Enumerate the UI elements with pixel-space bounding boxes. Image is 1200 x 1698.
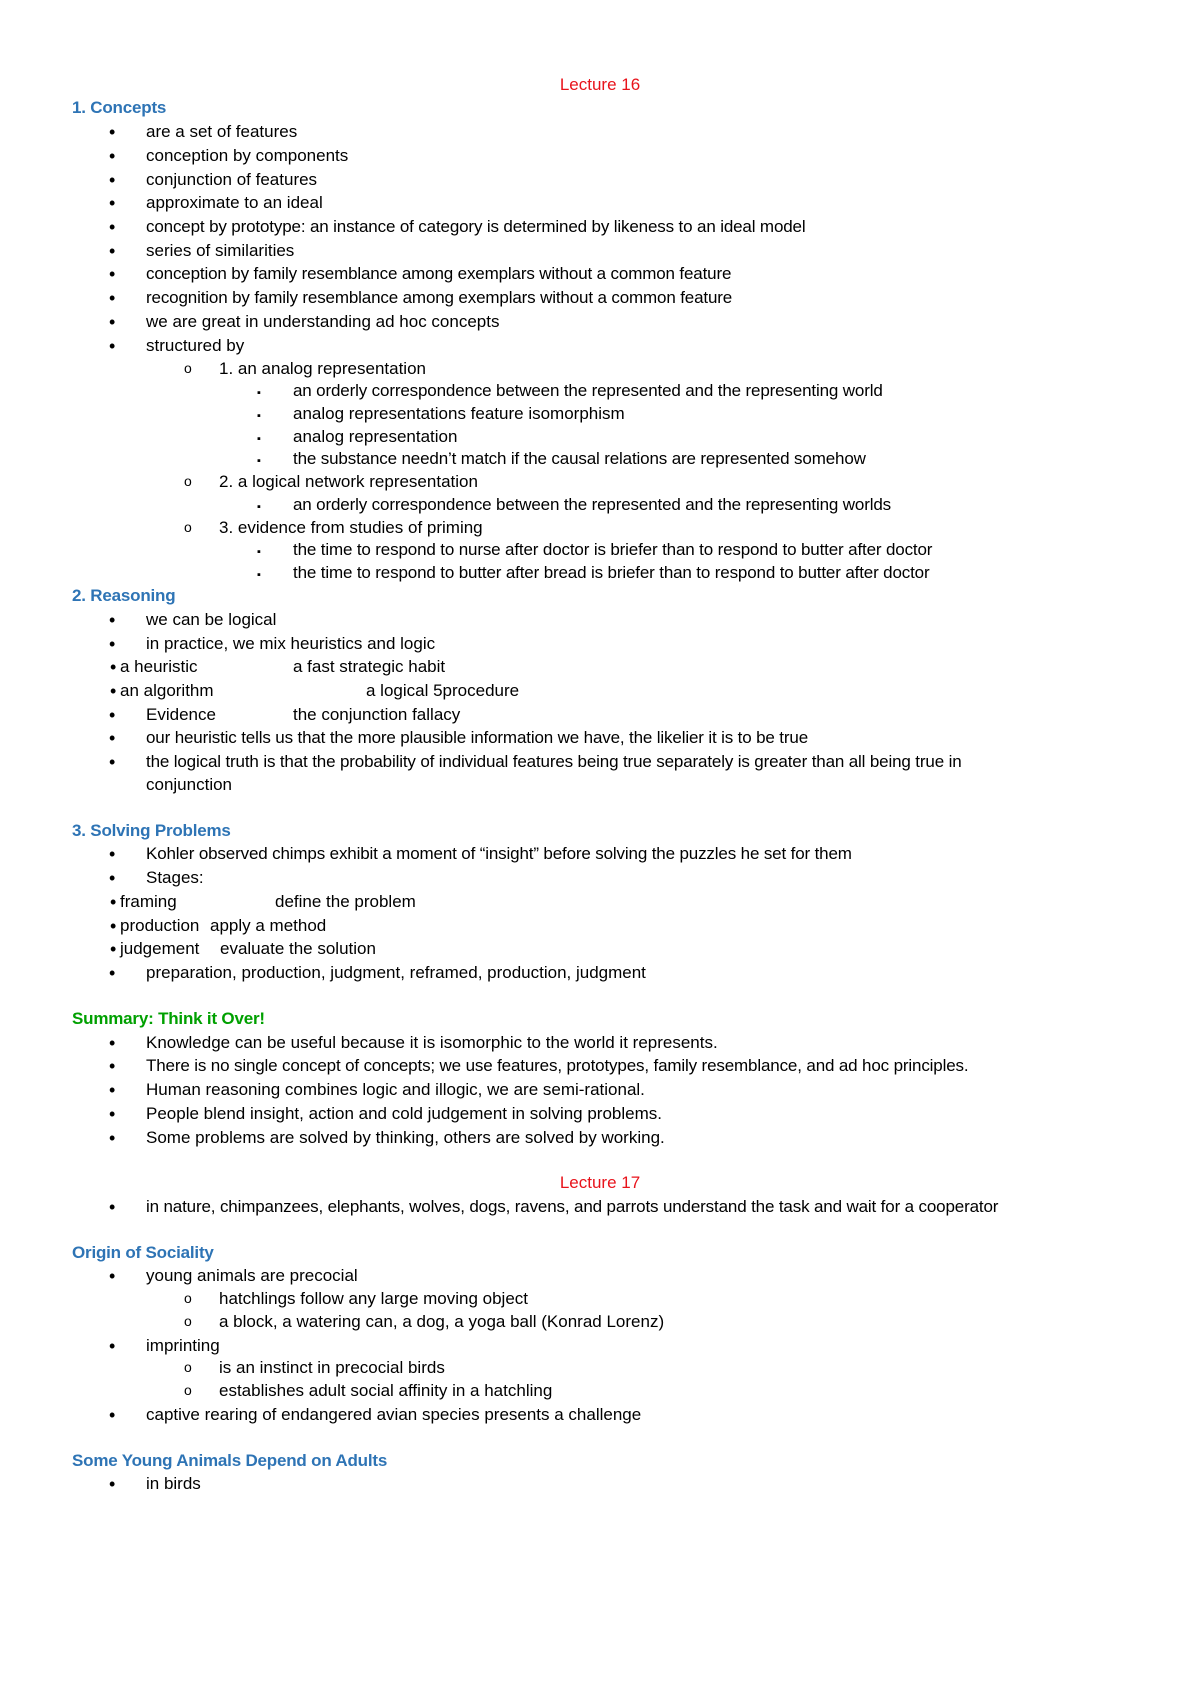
list-item-text: we can be logical [146,610,277,629]
list-item-text: young animals are precocial [146,1266,358,1285]
bullet-icon: • [109,1104,116,1124]
definition-term: judgement [120,939,200,958]
list-item-text: concept by prototype: an instance of category is determined by likeness to an ideal model [146,217,806,236]
bullet-icon: • [109,634,116,654]
bullet-icon: • [109,705,116,725]
list-item-text: There is no single concept of concepts; we use features, prototypes, family resemblance, and ad hoc principles. [146,1056,969,1075]
sub-sub-list-item-text: an orderly correspondence between the represented and the representing world [293,381,883,400]
definition-text: the conjunction fallacy [293,705,461,724]
bullet-icon: • [109,217,116,237]
bullet-icon: • [109,1056,116,1076]
bullet-icon: • [110,657,117,677]
list-item-text: conception by components [146,146,349,165]
concepts-heading: 1. Concepts [72,98,167,117]
bullet-icon: • [109,752,116,772]
list-item-text: our heuristic tells us that the more plausible information we have, the likelier it is to be true [146,728,809,747]
circle-bullet-icon: o [184,360,192,376]
bullet-icon: • [110,939,117,959]
square-bullet-icon: ▪ [257,501,261,513]
list-item-text: Knowledge can be useful because it is isomorphic to the world it represents. [146,1033,718,1052]
bullet-icon: • [109,312,116,332]
list-item-text: captive rearing of endangered avian species presents a challenge [146,1405,642,1424]
sub-list-item-text: 3. evidence from studies of priming [219,518,483,537]
definition-text: a logical 5procedure [366,681,520,700]
circle-bullet-icon: o [184,1290,192,1306]
circle-bullet-icon: o [184,1359,192,1375]
list-item-text: series of similarities [146,241,295,260]
bullet-icon: • [109,868,116,888]
circle-bullet-icon: o [184,1313,192,1329]
bullet-icon: • [109,336,116,356]
list-item-text: preparation, production, judgment, reframed, production, judgment [146,963,646,982]
sub-list-item-text: is an instinct in precocial birds [219,1358,445,1377]
definition-text: define the problem [275,892,416,911]
reasoning-heading: 2. Reasoning [72,586,176,605]
list-item-text: approximate to an ideal [146,193,323,212]
list-item-text: conception by family resemblance among exemplars without a common feature [146,264,732,283]
definition-text: a fast strategic habit [293,657,446,676]
bullet-icon: • [109,1336,116,1356]
square-bullet-icon: ▪ [257,455,261,467]
definition-text: apply a method [210,916,327,935]
sub-sub-list-item-text: analog representation [293,427,458,446]
list-item-text: are a set of features [146,122,298,141]
sub-sub-list-item-text: the substance needn’t match if the causal relations are represented somehow [293,449,866,468]
bullet-icon: • [109,264,116,284]
sub-list-item-text: a block, a watering can, a dog, a yoga ball (Konrad Lorenz) [219,1312,665,1331]
list-item-text: structured by [146,336,245,355]
sub-list-item-text: establishes adult social affinity in a hatchling [219,1381,553,1400]
bullet-icon: • [109,122,116,142]
definition-text: evaluate the solution [220,939,376,958]
circle-bullet-icon: o [184,519,192,535]
list-item-text: in practice, we mix heuristics and logic [146,634,436,653]
list-item-text: the logical truth is that the probability of individual features being true separately is greater than all being true in [146,752,962,771]
definition-term: framing [120,892,177,911]
list-item-text: Some problems are solved by thinking, others are solved by working. [146,1128,665,1147]
list-item-text: in birds [146,1474,201,1493]
list-item-text: Kohler observed chimps exhibit a moment of “insight” before solving the puzzles he set for them [146,844,852,863]
sub-list-item-text: 1. an analog representation [219,359,426,378]
bullet-icon: • [109,963,116,983]
definition-term: an algorithm [120,681,214,700]
square-bullet-icon: ▪ [257,569,261,581]
bullet-icon: • [109,728,116,748]
list-item-text: Stages: [146,868,204,887]
bullet-icon: • [109,844,116,864]
square-bullet-icon: ▪ [257,546,261,558]
circle-bullet-icon: o [184,473,192,489]
solving-heading: 3. Solving Problems [72,821,231,840]
definition-term: Evidence [146,705,216,724]
sub-sub-list-item-text: the time to respond to nurse after doctor is briefer than to respond to butter after doctor [293,540,933,559]
lecture-16-title: Lecture 16 [559,75,641,94]
bullet-icon: • [109,241,116,261]
list-item-text: Human reasoning combines logic and illogic, we are semi-rational. [146,1080,645,1099]
definition-term: production [120,916,200,935]
bullet-icon: • [109,288,116,308]
square-bullet-icon: ▪ [257,433,261,445]
square-bullet-icon: ▪ [257,410,261,422]
bullet-icon: • [109,610,116,630]
sub-list-item-text: 2. a logical network representation [219,472,478,491]
bullet-icon: • [109,1128,116,1148]
definition-term: a heuristic [120,657,198,676]
list-item-text: conjunction of features [146,170,318,189]
bullet-icon: • [109,146,116,166]
list-item-text: imprinting [146,1336,220,1355]
sub-list-item-text: hatchlings follow any large moving object [219,1289,529,1308]
list-item-text: conjunction [146,775,233,794]
list-item-text: recognition by family resemblance among exemplars without a common feature [146,288,733,307]
depend-heading: Some Young Animals Depend on Adults [72,1451,388,1470]
bullet-icon: • [110,892,117,912]
sociality-heading: Origin of Sociality [72,1243,214,1262]
list-item-text: in nature, chimpanzees, elephants, wolves, dogs, ravens, and parrots understand the task and wait for a cooperator [146,1197,999,1216]
bullet-icon: • [110,681,117,701]
bullet-icon: • [109,1080,116,1100]
circle-bullet-icon: o [184,1382,192,1398]
list-item-text: People blend insight, action and cold judgement in solving problems. [146,1104,662,1123]
bullet-icon: • [109,1405,116,1425]
bullet-icon: • [109,1033,116,1053]
bullet-icon: • [110,916,117,936]
sub-sub-list-item-text: analog representations feature isomorphism [293,404,625,423]
sub-sub-list-item-text: the time to respond to butter after bread is briefer than to respond to butter after doctor [293,563,930,582]
list-item-text: we are great in understanding ad hoc concepts [146,312,500,331]
sub-sub-list-item-text: an orderly correspondence between the represented and the representing worlds [293,495,892,514]
bullet-icon: • [109,1474,116,1494]
summary-heading: Summary: Think it Over! [72,1009,265,1028]
bullet-icon: • [109,193,116,213]
bullet-icon: • [109,1266,116,1286]
bullet-icon: • [109,170,116,190]
bullet-icon: • [109,1197,116,1217]
lecture-17-title: Lecture 17 [559,1173,641,1192]
square-bullet-icon: ▪ [257,387,261,399]
